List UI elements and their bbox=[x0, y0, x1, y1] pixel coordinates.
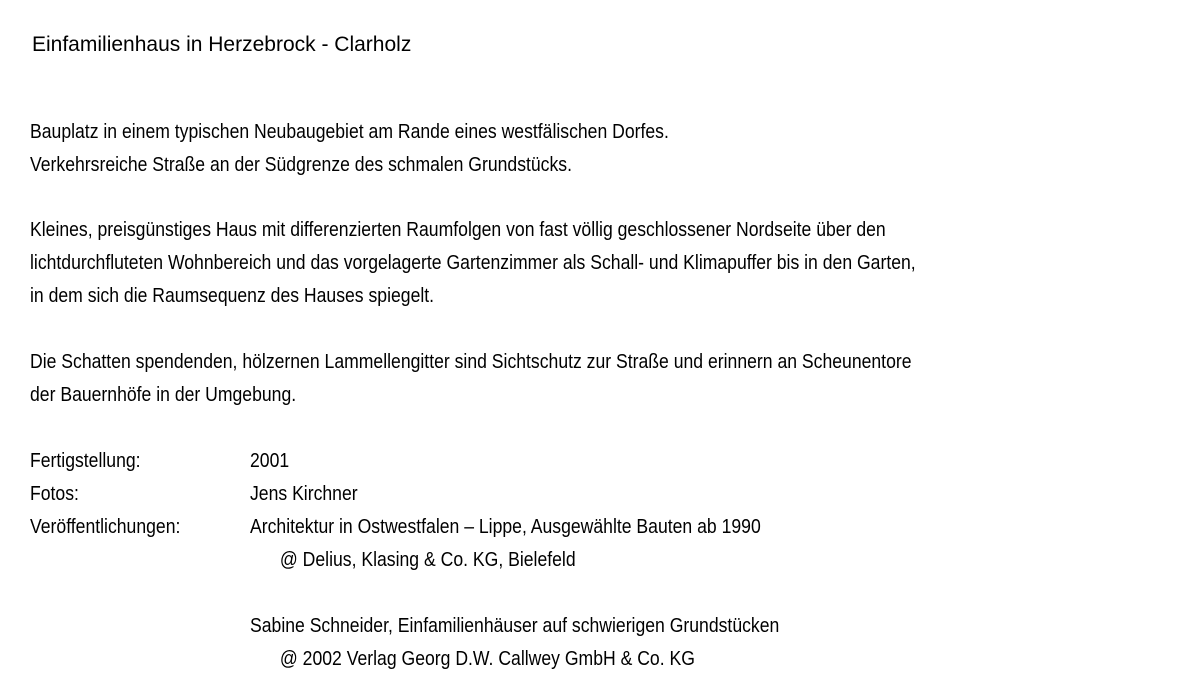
fact-row-publication-2 bbox=[30, 610, 998, 643]
paragraph-line: Bauplatz in einem typischen Neubaugebiet am Rande eines westfälischen Dorfes. bbox=[30, 121, 669, 143]
document-page bbox=[30, 0, 1180, 700]
page-title: Einfamilienhaus in Herzebrock - Clarholz bbox=[32, 33, 412, 56]
spacer bbox=[30, 577, 998, 610]
paragraph-line: in dem sich die Raumsequenz des Hauses spiegelt. bbox=[30, 285, 435, 307]
paragraph-lattice bbox=[30, 346, 912, 412]
fact-row-publisher bbox=[30, 544, 998, 577]
fact-row-photos bbox=[30, 478, 998, 511]
fact-label: Fotos: bbox=[30, 483, 79, 505]
fact-label: Fertigstellung: bbox=[30, 450, 141, 472]
paragraph-line: Verkehrsreiche Straße an der Südgrenze des schmalen Grundstücks. bbox=[30, 154, 572, 176]
fact-row-completion bbox=[30, 445, 998, 478]
publication-title: Architektur in Ostwestfalen – Lippe, Ausgewählte Bauten ab 1990 bbox=[250, 516, 761, 538]
paragraph-site bbox=[30, 116, 669, 182]
publication-publisher: @ 2002 Verlag Georg D.W. Callwey GmbH & Co. KG bbox=[279, 648, 695, 670]
fact-value: 2001 bbox=[250, 450, 290, 472]
publication-publisher: @ Delius, Klasing & Co. KG, Bielefeld bbox=[279, 549, 576, 571]
fact-row-publisher-2 bbox=[30, 643, 998, 676]
fact-row-publications bbox=[30, 511, 998, 544]
facts-table bbox=[30, 445, 998, 676]
fact-value: Jens Kirchner bbox=[250, 483, 358, 505]
paragraph-line: Kleines, preisgünstiges Haus mit differenzierten Raumfolgen von fast völlig geschlossener Nordseite über den bbox=[30, 219, 886, 241]
publication-title: Sabine Schneider, Einfamilienhäuser auf schwierigen Grundstücken bbox=[250, 615, 780, 637]
paragraph-line: der Bauernhöfe in der Umgebung. bbox=[30, 384, 297, 406]
paragraph-house bbox=[30, 214, 916, 313]
paragraph-line: lichtdurchfluteten Wohnbereich und das vorgelagerte Gartenzimmer als Schall- und Klimapuffer bis in den Garten, bbox=[30, 252, 916, 274]
fact-label: Veröffentlichungen: bbox=[30, 516, 181, 538]
paragraph-line: Die Schatten spendenden, hölzernen Lammellengitter sind Sichtschutz zur Straße und erinnern an Scheunentore bbox=[30, 351, 912, 373]
